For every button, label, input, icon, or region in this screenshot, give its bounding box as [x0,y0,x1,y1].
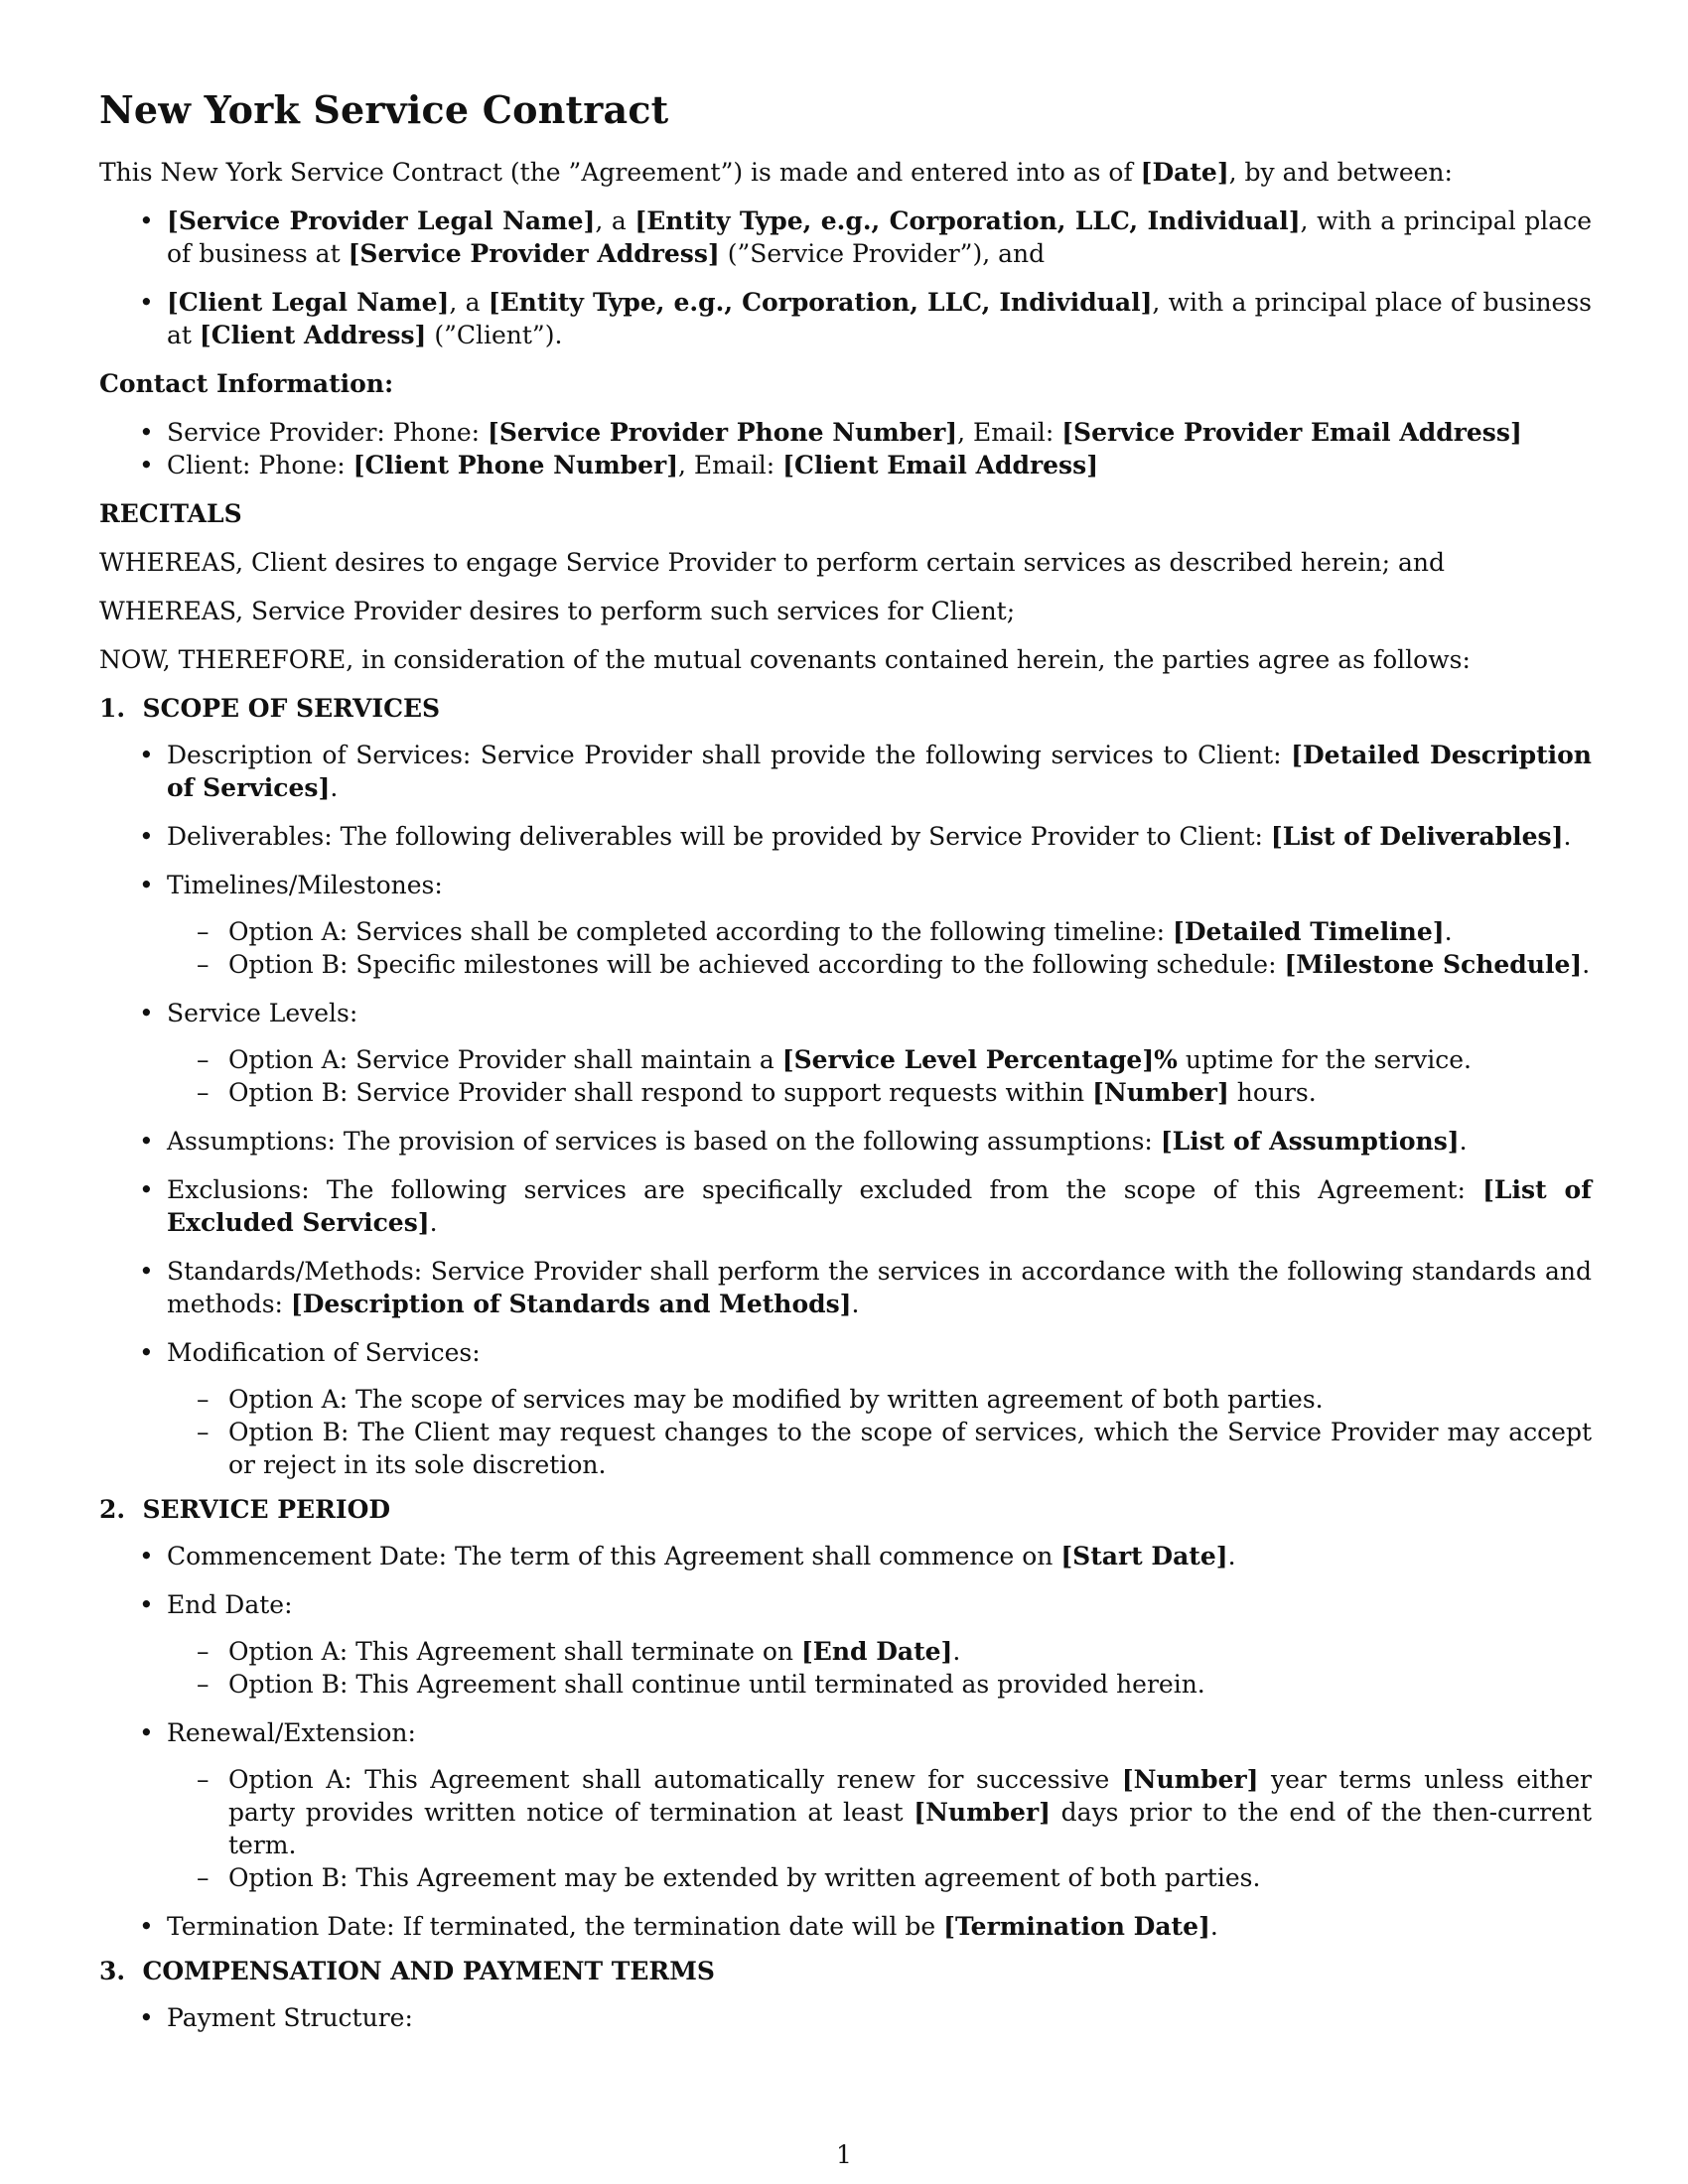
provider-entity-placeholder: [Entity Type, e.g., Corporation, LLC, Individual] [634,206,1301,235]
assumptions [99,1125,1592,1158]
deliverables [99,820,1592,853]
text-fragment: , with a principal place of business at [167,288,1592,349]
item-label: Modification of Services: [167,1338,481,1367]
text-fragment: Termination Date: If terminated, the termination date will be [167,1912,944,1941]
text-fragment: Commencement Date: The term of this Agreement shall commence on [167,1542,1061,1570]
end-date-option-a [167,1635,1592,1668]
recital-3: NOW, THEREFORE, in consideration of the mutual covenants contained herein, the parties agree as follows: [99,645,1471,674]
modification-option-a: – Option A: The scope of services may be modified by written agreement of both parties. [167,1383,1592,1416]
party-client [99,286,1592,351]
text-fragment: Option A: This Agreement shall automatically renew for successive [228,1765,1122,1794]
exclusions-placeholder: [List of Excluded Services] [167,1175,1592,1237]
start-date-placeholder: [Start Date] [1060,1542,1228,1570]
timeline-option-a [167,915,1592,948]
date-placeholder: [Date] [1140,158,1229,187]
text-fragment: . [851,1290,860,1318]
page-number: 1 [836,2140,852,2169]
intro-suffix: , by and between: [1228,158,1453,187]
modification-options [167,1383,1592,1481]
text-fragment: . [429,1208,438,1237]
text-fragment: . [952,1637,961,1666]
end-date [99,1588,1592,1701]
section-2-heading: 2. SERVICE PERIOD [99,1495,391,1524]
number-placeholder: [Number] [914,1798,1051,1827]
end-date-option-b: – Option B: This Agreement shall continue until terminated as provided herein. [167,1668,1592,1701]
renewal-options [167,1763,1592,1894]
section-1-heading: 1. SCOPE OF SERVICES [99,694,441,723]
text-fragment: . [1209,1912,1218,1941]
service-levels [99,997,1592,1109]
modification-option-b: – Option B: The Client may request changes to the scope of services, which the Service Provider may accept or reject in its sole discretion. [167,1416,1592,1481]
document-page [99,87,1592,2050]
text-fragment: Option A: Services shall be completed according to the following timeline: [228,917,1173,946]
services-placeholder: [Detailed Description of Services] [167,741,1592,802]
item-label: Timelines/Milestones: [167,871,443,899]
client-address-placeholder: [Client Address] [199,321,427,349]
parties-list [99,205,1592,351]
milestone-placeholder: [Milestone Schedule] [1284,950,1583,979]
contact-heading: Contact Information: [99,369,394,398]
description-of-services [99,739,1592,804]
service-level-options [167,1043,1592,1109]
text-fragment: , a [595,206,635,235]
recital-2: WHEREAS, Service Provider desires to perform such services for Client; [99,597,1016,625]
modification-of-services [99,1336,1592,1481]
timeline-option-b [167,948,1592,981]
service-level-option-b [167,1076,1592,1109]
text-fragment: Option B: Service Provider shall respond to support requests within [228,1078,1093,1107]
number-placeholder: [Number] [1121,1765,1259,1794]
text-fragment: Client: Phone: [167,451,353,479]
provider-name-placeholder: [Service Provider Legal Name] [167,206,596,235]
item-label: Service Levels: [167,999,358,1027]
section-3-list [99,2001,1592,2034]
termination-date-placeholder: [Termination Date] [943,1912,1210,1941]
section-2-list [99,1540,1592,1943]
payment-structure: • Payment Structure: [99,2001,1592,2034]
section-3-heading: 3. COMPENSATION AND PAYMENT TERMS [99,1957,715,1985]
client-email-placeholder: [Client Email Address] [782,451,1099,479]
text-fragment: uptime for the service. [1177,1045,1473,1074]
text-fragment: , a [449,288,489,317]
contact-client [99,449,1592,481]
client-entity-placeholder: [Entity Type, e.g., Corporation, LLC, Individual] [488,288,1153,317]
text-fragment: . [1582,950,1591,979]
intro-text: This New York Service Contract (the ”Agreement”) is made and entered into as of [99,158,1141,187]
intro-paragraph [99,156,1592,189]
end-date-placeholder: [End Date] [800,1637,953,1666]
text-fragment: Description of Services: Service Provider shall provide the following services to Client: [167,741,1292,769]
item-label: End Date: [167,1590,293,1619]
number-placeholder: [Number] [1092,1078,1229,1107]
end-date-options [167,1635,1592,1701]
item-label: Renewal/Extension: [167,1718,416,1747]
timeline-placeholder: [Detailed Timeline] [1172,917,1445,946]
page-title: New York Service Contract [99,87,669,132]
service-level-option-a [167,1043,1592,1076]
text-fragment: Option A: Service Provider shall maintain a [228,1045,782,1074]
section-1-list [99,739,1592,1481]
text-fragment: , Email: [957,418,1062,447]
text-fragment: , Email: [678,451,783,479]
text-fragment: days prior to the end of the then-current term. [228,1798,1593,1859]
provider-email-placeholder: [Service Provider Email Address] [1061,418,1522,447]
timelines-options [167,915,1592,981]
client-phone-placeholder: [Client Phone Number] [352,451,679,479]
renewal-extension [99,1716,1592,1894]
termination-date [99,1910,1592,1943]
text-fragment: (”Service Provider”), and [719,239,1046,268]
service-level-placeholder: [Service Level Percentage]% [781,1045,1178,1074]
provider-address-placeholder: [Service Provider Address] [348,239,720,268]
standards-methods [99,1255,1592,1320]
text-fragment: Exclusions: The following services are specifically excluded from the scope of this Agreement: [167,1175,1483,1204]
text-fragment: year terms unless either party provides written notice of termination at least [228,1765,1592,1827]
text-fragment: Standards/Methods: Service Provider shall perform the services in accordance with the following standards and methods: [167,1257,1592,1318]
renewal-option-b: – Option B: This Agreement may be extended by written agreement of both parties. [167,1861,1592,1894]
text-fragment: Service Provider: Phone: [167,418,489,447]
commencement-date [99,1540,1592,1572]
text-fragment: . [1227,1542,1236,1570]
text-fragment: Option B: Specific milestones will be achieved according to the following schedule: [228,950,1285,979]
client-name-placeholder: [Client Legal Name] [167,288,450,317]
standards-placeholder: [Description of Standards and Methods] [290,1290,852,1318]
assumptions-placeholder: [List of Assumptions] [1160,1127,1460,1156]
deliverables-placeholder: [List of Deliverables] [1270,822,1564,851]
text-fragment: . [1563,822,1572,851]
exclusions [99,1173,1592,1239]
text-fragment: (”Client”). [426,321,563,349]
text-fragment: Deliverables: The following deliverables will be provided by Service Provider to Client: [167,822,1271,851]
text-fragment: . [1444,917,1453,946]
text-fragment: hours. [1228,1078,1317,1107]
timelines-milestones [99,869,1592,981]
text-fragment: . [1459,1127,1468,1156]
text-fragment: Option A: This Agreement shall terminate on [228,1637,801,1666]
text-fragment: Assumptions: The provision of services is based on the following assumptions: [167,1127,1161,1156]
text-fragment: . [330,773,339,802]
party-service-provider [99,205,1592,270]
provider-phone-placeholder: [Service Provider Phone Number] [488,418,958,447]
contact-provider [99,416,1592,449]
renewal-option-a [167,1763,1592,1861]
recital-1: WHEREAS, Client desires to engage Service Provider to perform certain services as described herein; and [99,548,1445,577]
contact-list [99,416,1592,481]
text-fragment: , with a principal place of business at [167,206,1592,268]
recitals-heading: RECITALS [99,499,242,528]
